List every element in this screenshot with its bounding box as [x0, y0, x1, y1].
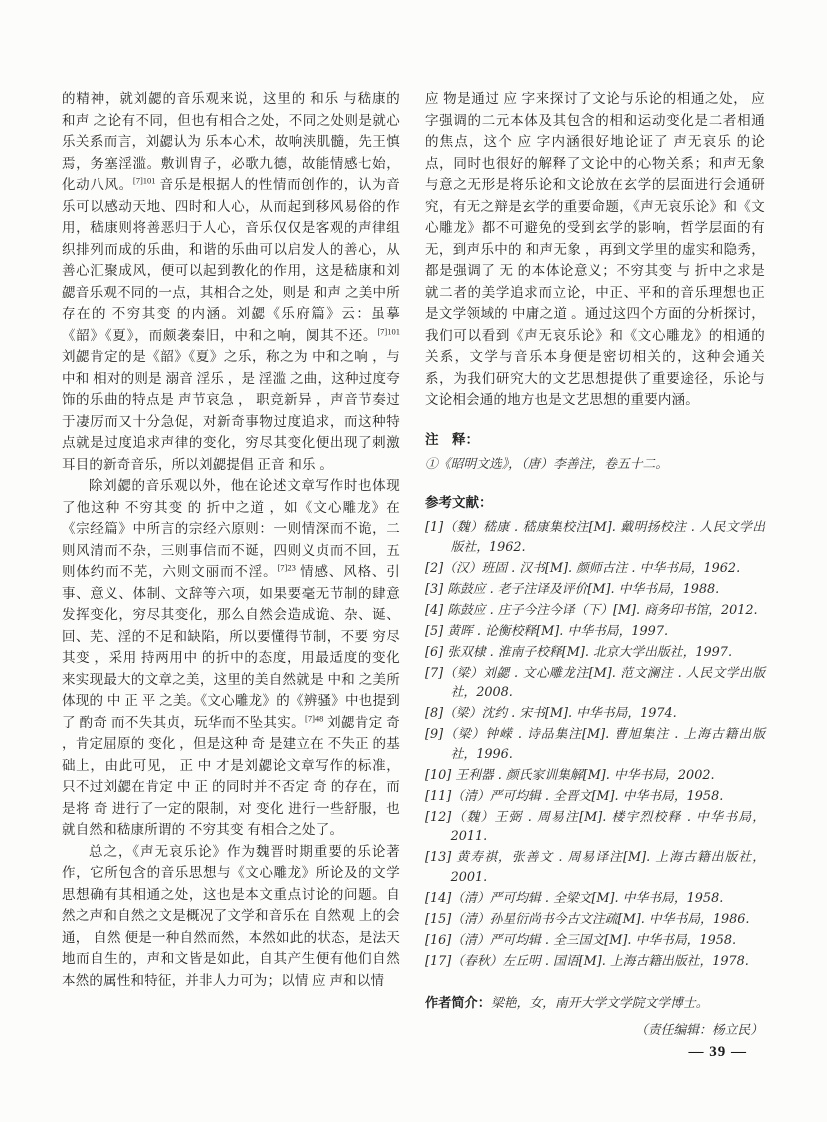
reference-item: [17]（春秋）左丘明 . 国语[M]. 上海古籍出版社，1978.: [425, 953, 749, 969]
reference-item: [6] 张双棣 . 淮南子校释[M]. 北京大学出版社，1997.: [425, 644, 733, 660]
reference-item: [10] 王利器 . 颜氏家训集解[M]. 中华书局，2002.: [425, 767, 715, 783]
responsible-editor-line: （责任编辑：杨立民）: [635, 1023, 763, 1038]
reference-item: [2]（汉）班固 . 汉书[M]. 颜师古注 . 中华书局，1962.: [425, 560, 741, 576]
body-paragraph-continuation: 应 物是通过 应 字来探讨了文论与乐论的相通之处， 应 字强调的二元本体及其包含的相和运动变化是二者相通的焦点，这个 应 字内涵很好地论证了 声无哀乐 的论点，同时也很好的解释了文论中的心物关系；和声无象与意之无形是将乐论和文论放在玄学的层面进行会通研究，有无之辩是玄学的重要命题，《声无哀乐论》和《文心雕龙》都不可避免的受到玄学的影响，哲学层面的有无，到声乐中的 和声无象 ，再到文学里的虚实和隐秀，都是强调了 无 的本体论意义；不穷其变 与 折中之求是就二者的美学追求而立论，中正、平和的音乐理想也正是文学领域的 中庸之道 。通过这四个方面的分析探讨，我们可以看到《声无哀乐论》和《文心雕龙》的相通的关系，文学与音乐本身便是密切相关的，这种会通关系，为我们研究大的文艺思想提供了重要途径，乐论与文论相会通的地方也是文艺思想的重要内涵。: [425, 91, 765, 407]
author-bio-line: [425, 993, 765, 1014]
right-column: [425, 88, 765, 1041]
reference-list: [425, 518, 765, 971]
reference-item: [15]（清）孙星衍尚书今古文注疏[M]. 中华书局，1986.: [425, 911, 750, 927]
note-item: ①《昭明文选》，（唐）李善注，卷五十二。: [425, 456, 669, 472]
reference-item: [9]（梁）钟嵘 . 诗品集注[M]. 曹旭集注 . 上海古籍出版社，1996.: [425, 727, 765, 762]
author-bio-label: 作者简介：: [425, 995, 491, 1010]
body-paragraph-continuation: 的精神，就刘勰的音乐观来说，这里的 和乐 与嵇康的 和声 之论有不同，但也有相合之处，不同之处则是就心乐关系而言，刘勰认为 乐本心术，故响浃肌髓，先王慎焉，务塞淫滥。敷训胄子，必歌九德，故能情感七始，化动八风。$^{[7]101}$ 音乐是根据人的性情而创作的，认为音乐可以感动天地、四时和人心，从而起到移风易俗的作用，嵇康则将善恶归于人心，音乐仅仅是客观的声律组织排列而成的乐曲，和谐的乐曲可以启发人的善心，从善心汇聚成风，便可以起到教化的作用，这是嵇康和刘勰音乐观不同的一点，其相合之处，则是 和声 之美中所存在的 不穷其变 的内涵。刘勰《乐府篇》云：虽摹《韶》《夏》，而颇袭秦旧，中和之响，阒其不还。$^{[7]101}$ 刘勰肯定的是《韶》《夏》之乐，称之为 中和之响 ，与 中和 相对的则是 溺音 淫乐 ，是 淫滥 之曲，这种过度夸饰的乐曲的特点是 声节哀急 ， 职竞新异 ，声音节奏过于凄厉而又十分急促，对新奇事物过度追求，而这种特点就是过度追求声律的变化，穷尽其变化便出现了刺激耳目的新奇音乐，所以刘勰提倡 正音 和乐 。: [62, 91, 400, 472]
reference-item: [11]（清）严可均辑 . 全晋文[M]. 中华书局，1958.: [425, 788, 724, 804]
reference-item: [13] 黄寿祺，张善文 . 周易译注[M]. 上海古籍出版社，2001.: [425, 850, 765, 885]
page-number: — 39 —: [688, 1044, 747, 1060]
reference-item: [4] 陈鼓应 . 庄子今注今译（下）[M]. 商务印书馆，2012.: [425, 602, 758, 618]
left-column: [62, 88, 400, 991]
notes-heading: 注 释：: [425, 431, 479, 447]
reference-item: [3] 陈鼓应 . 老子注译及评价[M]. 中华书局，1988.: [425, 581, 720, 597]
reference-item: [5] 黄晖 . 论衡校释[M]. 中华书局，1997.: [425, 623, 669, 639]
reference-item: [7]（梁）刘勰 . 文心雕龙注[M]. 范文澜注 . 人民文学出版社，2008.: [425, 665, 765, 700]
body-paragraph: 总之，《声无哀乐论》作为魏晋时期重要的乐论著作，它所包含的音乐思想与《文心雕龙》所论及的文学思想确有其相通之处，这也是本文重点讨论的问题。自然之声和自然之文是概况了文学和音乐在 自然观 上的会通， 自然 便是一种自然而然，本然如此的状态，是法天地而自生的，声和文皆是如此，自其产生便有他们自然本然的属性和特征，并非人力可为；以情 应 声和以情: [62, 843, 400, 988]
references-heading: 参考文献：: [425, 495, 493, 510]
body-paragraph: 除刘勰的音乐观以外，他在论述文章写作时也体现了他这种 不穷其变 的 折中之道 ，如《文心雕龙》在《宗经篇》中所言的宗经六原则：一则情深而不诡，二则风清而不杂，三则事信而不诞，四则义贞而不回，五则体约而不芜，六则文丽而不淫。$^{[7]23}$ 情感、风格、引事、意义、体制、文辞等六项，如果要毫无节制的肆意发挥变化，穷尽其变化，那么自然会造成诡、杂、诞、回、芜、淫的不足和缺陷，所以要懂得节制，不要 穷尽其变 ，采用 持两用中 的折中的态度，用最适度的变化来实现最大的文章之美，这里的美自然就是 中和 之美所体现的 中 正 平 之美。《文心雕龙》的《辨骚》中也提到了 酌奇 而不失其贞，玩华而不坠其实。$^{[7]48}$ 刘勰肯定 奇 ，肯定屈原的 变化 ，但是这种 奇 是建立在 不失正 的基础上，由此可见， 正 中 才是刘勰论文章写作的标准，只不过刘勰在肯定 中 正 的同时并不否定 奇 的存在，而是将 奇 进行了一定的限制，对 变化 进行一些舒服，也就自然和嵇康所谓的 不穷其变 有相合之处了。: [62, 478, 400, 837]
reference-item: [1]（魏）嵇康 . 嵇康集校注[M]. 戴明扬校注 . 人民文学出版社，1962.: [425, 520, 765, 555]
reference-item: [14]（清）严可均辑 . 全梁文[M]. 中华书局，1958.: [425, 890, 724, 906]
reference-item: [8]（梁）沈约 . 宋书[M]. 中华书局，1974.: [425, 706, 677, 721]
reference-item: [12]（魏）王弼 . 周易注[M]. 楼宇烈校释 . 中华书局，2011.: [425, 809, 765, 844]
author-bio-text: 梁艳，女，南开大学文学院文学博士。: [490, 996, 709, 1011]
reference-item: [16]（清）严可均辑 . 全三国文[M]. 中华书局，1958.: [425, 932, 737, 948]
